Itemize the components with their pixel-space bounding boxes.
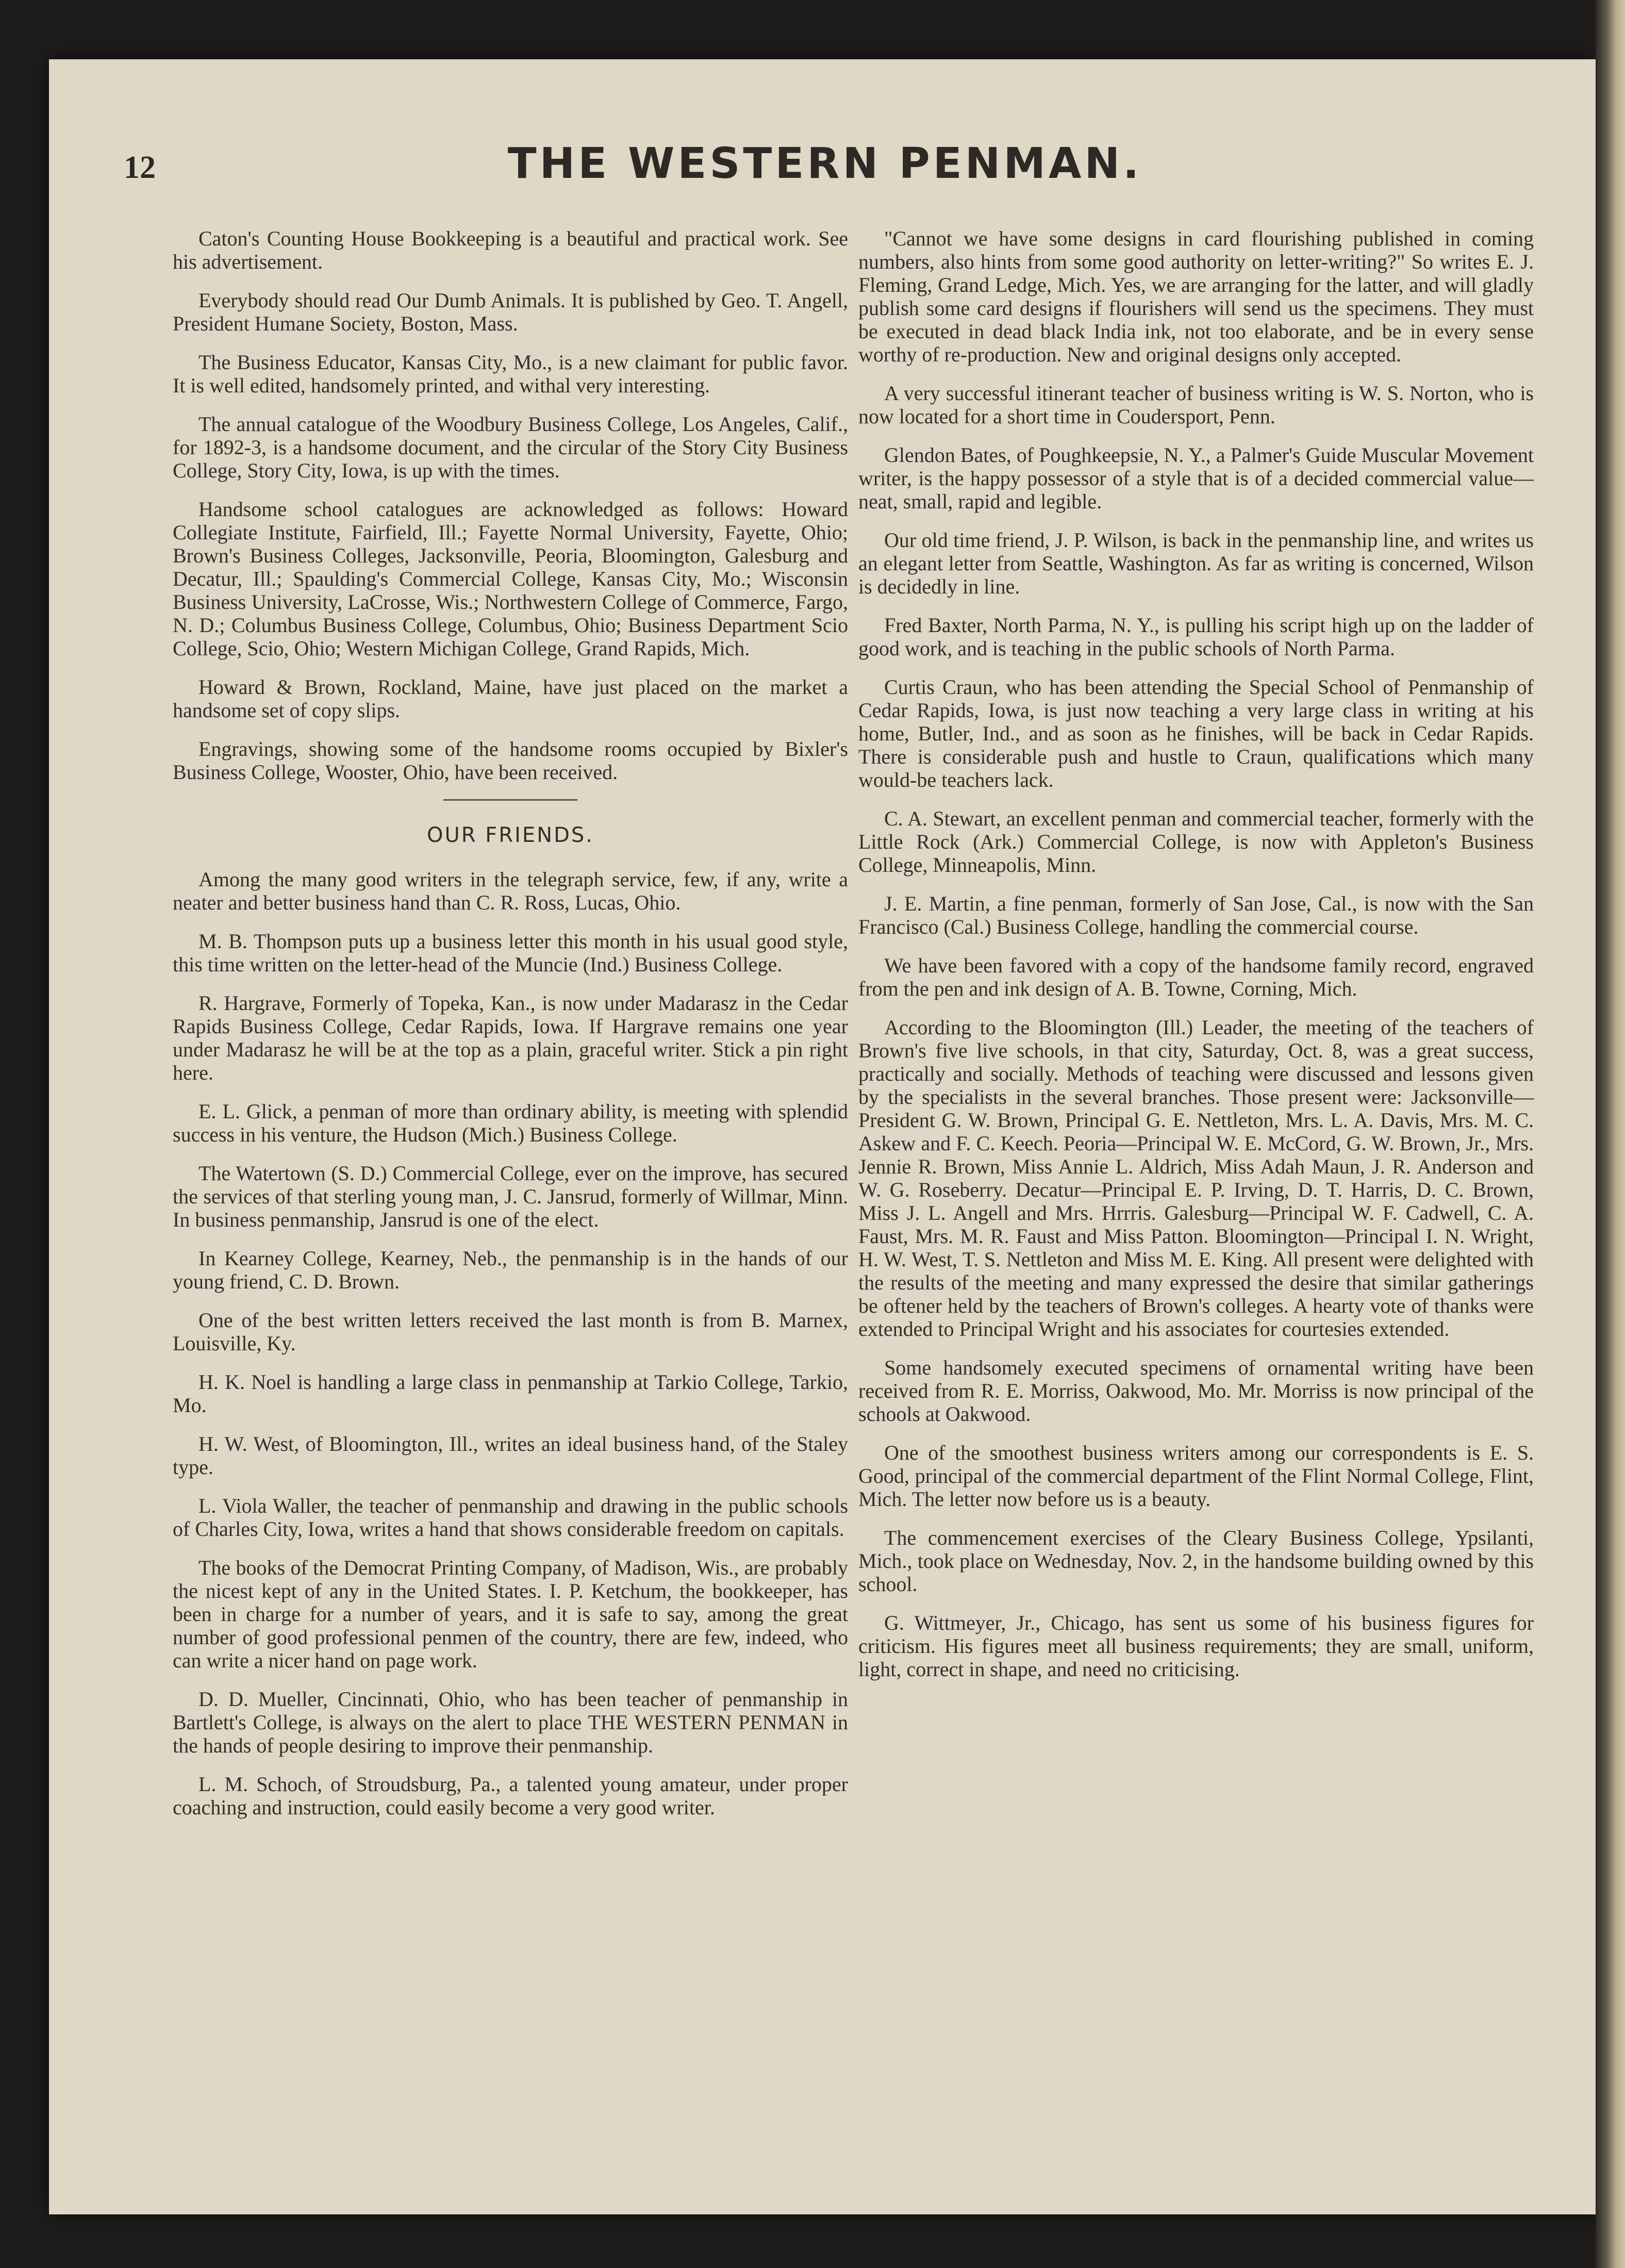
- left-column: [173, 227, 848, 1834]
- paragraph: Our old time friend, J. P. Wilson, is back in the penmanship line, and writes us an elegant letter from Seattle, Washington. As far as writing is concerned, Wilson is decidedly in line.: [858, 528, 1534, 598]
- paragraph: Howard & Brown, Rockland, Maine, have just placed on the market a handsome set of copy slips.: [173, 675, 848, 722]
- paragraph: "Cannot we have some designs in card flourishing published in coming numbers, also hints from some good authority on letter-writing?" So writes E. J. Fleming, Grand Ledge, Mich. Yes, we are arranging for the latter, and will gladly publish some card designs if flourishers will send us the specimens. They must be executed in dead black India ink, not too elaborate, and be in every sense worthy of re-production. New and original designs only accepted.: [858, 227, 1534, 366]
- paragraph: D. D. Mueller, Cincinnati, Ohio, who has been teacher of penmanship in Bartlett's College, is always on the alert to place THE WESTERN PENMAN in the hands of people desiring to improve their penmanship.: [173, 1687, 848, 1757]
- paragraph: One of the best written letters received the last month is from B. Marnex, Louisville, Ky.: [173, 1309, 848, 1355]
- paragraph: J. E. Martin, a fine penman, formerly of San Jose, Cal., is now with the San Francisco (Cal.) Business College, handling the commercial course.: [858, 892, 1534, 938]
- paragraph: A very successful itinerant teacher of business writing is W. S. Norton, who is now located for a short time in Coudersport, Penn.: [858, 382, 1534, 428]
- paragraph: According to the Bloomington (Ill.) Leader, the meeting of the teachers of Brown's five live schools, in that city, Saturday, Oct. 8, was a great success, practically and socially. Methods of teaching were discussed and lessons given by the specialists in the several branches. Those present were: Jacksonville—President G. W. Brown, Principal G. E. Nettleton, Mrs. L. A. Davis, Mrs. M. C. Askew and F. C. Keech. Peoria—Principal W. E. McCord, G. W. Brown, Jr., Mrs. Jennie R. Brown, Miss Annie L. Aldrich, Miss Adah Maun, J. R. Anderson and W. G. Roseberry. Decatur—Principal E. P. Irving, D. T. Harris, D. C. Brown, Miss J. L. Angell and Mrs. Hrrris. Galesburg—Principal W. F. Cadwell, C. A. Faust, Mrs. M. R. Faust and Miss Patton. Bloomington—Principal I. N. Wright, H. W. West, T. S. Nettleton and Miss M. E. King. All present were delighted with the results of the meeting and many expressed the desire that similar gatherings be oftener held by the teachers of Brown's colleges. A hearty vote of thanks were extended to Principal Wright and his associates for courtesies extended.: [858, 1016, 1534, 1340]
- paragraph: One of the smoothest business writers among our correspondents is E. S. Good, principal of the commercial department of the Flint Normal College, Flint, Mich. The letter now before us is a beauty.: [858, 1441, 1534, 1511]
- paragraph: We have been favored with a copy of the handsome family record, engraved from the pen and ink design of A. B. Towne, Corning, Mich.: [858, 954, 1534, 1000]
- paragraph: In Kearney College, Kearney, Neb., the penmanship is in the hands of our young friend, C. D. Brown.: [173, 1247, 848, 1293]
- paragraph: L. M. Schoch, of Stroudsburg, Pa., a talented young amateur, under proper coaching and instruction, could easily become a very good writer.: [173, 1773, 848, 1819]
- paragraph: The annual catalogue of the Woodbury Business College, Los Angeles, Calif., for 1892-3, is a handsome document, and the circular of the Story City Business College, Story City, Iowa, is up with the times.: [173, 412, 848, 482]
- paragraph: The commencement exercises of the Cleary Business College, Ypsilanti, Mich., took place on Wednesday, Nov. 2, in the handsome building owned by this school.: [858, 1526, 1534, 1596]
- paragraph: Among the many good writers in the telegraph service, few, if any, write a neater and better business hand than C. R. Ross, Lucas, Ohio.: [173, 868, 848, 914]
- paragraph: Some handsomely executed specimens of ornamental writing have been received from R. E. Morriss, Oakwood, Mo. Mr. Morriss is now principal of the schools at Oakwood.: [858, 1356, 1534, 1426]
- paragraph: The Watertown (S. D.) Commercial College, ever on the improve, has secured the services of that sterling young man, J. C. Jansrud, formerly of Willmar, Minn. In business penmanship, Jansrud is one of the elect.: [173, 1162, 848, 1231]
- section-heading: OUR FRIENDS.: [427, 823, 594, 847]
- paragraph: Glendon Bates, of Poughkeepsie, N. Y., a Palmer's Guide Muscular Movement writer, is the happy possessor of a style that is of a decided commercial value—neat, small, rapid and legible.: [858, 443, 1534, 513]
- right-column: [858, 227, 1534, 1696]
- paragraph: R. Hargrave, Formerly of Topeka, Kan., is now under Madarasz in the Cedar Rapids Business College, Cedar Rapids, Iowa. If Hargrave remains one year under Madarasz he will be at the top as a plain, graceful writer. Stick a pin right here.: [173, 991, 848, 1084]
- paragraph: G. Wittmeyer, Jr., Chicago, has sent us some of his business figures for criticism. His figures meet all business requirements; they are small, uniform, light, correct in shape, and need no criticising.: [858, 1611, 1534, 1681]
- masthead-title: THE WESTERN PENMAN.: [507, 139, 1142, 188]
- paragraph: C. A. Stewart, an excellent penman and commercial teacher, formerly with the Little Rock (Ark.) Commercial College, is now with Appleton's Business College, Minneapolis, Minn.: [858, 807, 1534, 876]
- page-number: 12: [124, 150, 156, 185]
- paragraph: Engravings, showing some of the handsome rooms occupied by Bixler's Business College, Wooster, Ohio, have been received.: [173, 737, 848, 784]
- book-edge: [1596, 0, 1625, 2268]
- paragraph: The books of the Democrat Printing Company, of Madison, Wis., are probably the nicest kept of any in the United States. I. P. Ketchum, the bookkeeper, has been in charge for a number of years, and it is safe to say, among the great number of good professional penmen of the country, there are few, indeed, who can write a nicer hand on page work.: [173, 1556, 848, 1672]
- paragraph: L. Viola Waller, the teacher of penmanship and drawing in the public schools of Charles City, Iowa, writes a hand that shows considerable freedom on capitals.: [173, 1494, 848, 1541]
- paragraph: H. W. West, of Bloomington, Ill., writes an ideal business hand, of the Staley type.: [173, 1432, 848, 1479]
- paragraph: Everybody should read Our Dumb Animals. It is published by Geo. T. Angell, President Humane Society, Boston, Mass.: [173, 289, 848, 335]
- section-divider: [443, 799, 577, 801]
- paragraph: Fred Baxter, North Parma, N. Y., is pulling his script high up on the ladder of good work, and is teaching in the public schools of North Parma.: [858, 614, 1534, 660]
- paragraph: H. K. Noel is handling a large class in penmanship at Tarkio College, Tarkio, Mo.: [173, 1370, 848, 1417]
- paragraph: Handsome school catalogues are acknowledged as follows: Howard Collegiate Institute, Fairfield, Ill.; Fayette Normal University, Fayette, Ohio; Brown's Business Colleges, Jacksonville, Peoria, Bloomington, Galesburg and Decatur, Ill.; Spaulding's Commercial College, Kansas City, Mo.; Wisconsin Business University, LaCrosse, Wis.; Northwestern College of Commerce, Fargo, N. D.; Columbus Business College, Columbus, Ohio; Business Department Scio College, Scio, Ohio; Western Michigan College, Grand Rapids, Mich.: [173, 498, 848, 660]
- paragraph: The Business Educator, Kansas City, Mo., is a new claimant for public favor. It is well edited, handsomely printed, and withal very interesting.: [173, 351, 848, 397]
- paragraph: Curtis Craun, who has been attending the Special School of Penmanship of Cedar Rapids, Iowa, is just now teaching a very large class in writing at his home, Butler, Ind., and as soon as he finishes, will be back in Cedar Rapids. There is considerable push and hustle to Craun, qualifications which many would-be teachers lack.: [858, 675, 1534, 791]
- paragraph: Caton's Counting House Bookkeeping is a beautiful and practical work. See his advertisement.: [173, 227, 848, 273]
- paragraph: E. L. Glick, a penman of more than ordinary ability, is meeting with splendid success in his venture, the Hudson (Mich.) Business College.: [173, 1100, 848, 1146]
- paragraph: M. B. Thompson puts up a business letter this month in his usual good style, this time written on the letter-head of the Muncie (Ind.) Business College.: [173, 930, 848, 976]
